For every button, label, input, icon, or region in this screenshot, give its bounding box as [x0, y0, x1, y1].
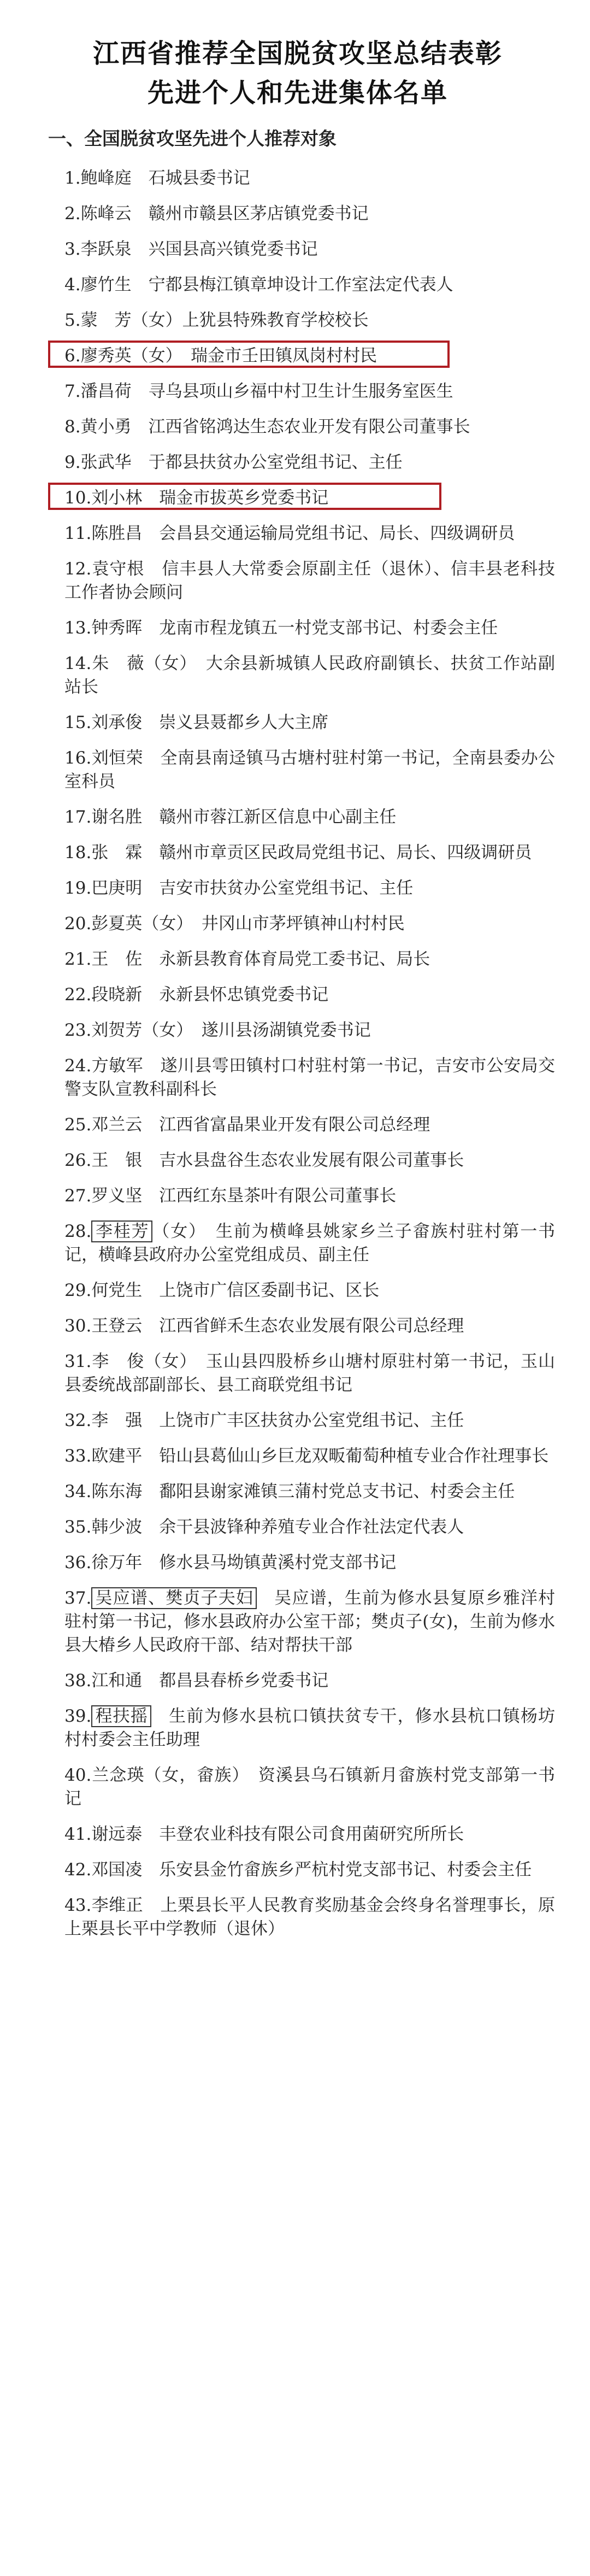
item-boxed-name: 李桂芳: [91, 1220, 152, 1242]
item-text: 潘昌荷 寻乌县项山乡福中村卫生计生服务室医生: [80, 382, 453, 401]
item-number: 41.: [64, 1824, 92, 1844]
list-item: [40, 1511, 555, 1546]
list-item: [40, 1475, 555, 1511]
item-text: 江和通 都昌县春桥乡党委书记: [91, 1671, 329, 1691]
document-title: [40, 34, 555, 113]
item-text: 李 俊（女） 玉山县四股桥乡山塘村原驻村第一书记，玉山县委统战部副部长、县工商联党组书记: [64, 1352, 555, 1395]
item-number: 22.: [64, 985, 92, 1005]
list-item: [40, 1049, 555, 1108]
item-number: 20.: [64, 914, 92, 934]
item-number: 42.: [64, 1860, 92, 1880]
list-item: [40, 162, 555, 197]
item-number: 29.: [64, 1281, 92, 1300]
item-text: 陈胜昌 会昌县交通运输局党组书记、局长、四级调研员: [91, 524, 515, 543]
list-item: [40, 1546, 555, 1582]
list-item: [40, 1889, 555, 1948]
item-number: 15.: [64, 713, 92, 732]
item-number: 10.: [64, 488, 92, 508]
item-number: 6.: [64, 346, 81, 366]
item-text: 生前为修水县杭口镇扶贫专干，修水县杭口镇杨坊村村委会主任助理: [64, 1706, 556, 1750]
item-text: 吴应谱，生前为修水县复原乡雅洋村驻村第一书记，修水县政府办公室干部；樊贞子(女)，生前为修水县大椿乡人民政府干部、结对帮扶干部: [64, 1588, 556, 1655]
list-item: [40, 1310, 555, 1345]
item-number: 36.: [64, 1553, 92, 1572]
item-text: 张 霖 赣州市章贡区民政局党组书记、局长、四级调研员: [91, 843, 532, 862]
item-text: 何党生 上饶市广信区委副书记、区长: [91, 1281, 380, 1300]
list-item: [40, 1274, 555, 1310]
item-text: 李维正 上栗县长平人民教育奖励基金会终身名誉理事长，原上栗县长平中学教师（退休）: [64, 1896, 555, 1939]
item-number: 19.: [64, 878, 92, 898]
item-number: 38.: [64, 1671, 92, 1691]
item-number: 28.: [64, 1222, 92, 1241]
item-number: 21.: [64, 949, 92, 969]
item-text: 王 佐 永新县教育体育局党工委书记、局长: [91, 949, 430, 969]
list-item: [40, 304, 555, 339]
list-item: [40, 872, 555, 907]
item-number: 1.: [64, 168, 81, 188]
section-heading: 一、全国脱贫攻坚先进个人推荐对象: [48, 128, 337, 149]
list-item: [40, 410, 555, 446]
list-item: [40, 978, 555, 1014]
item-text: 谢名胜 赣州市蓉江新区信息中心副主任: [91, 807, 397, 827]
list-item: [40, 197, 555, 233]
item-text: 黄小勇 江西省铭鸿达生态农业开发有限公司董事长: [80, 417, 470, 437]
item-text: 谢远泰 丰登农业科技有限公司食用菌研究所所长: [91, 1824, 464, 1844]
item-number: 11.: [64, 524, 92, 543]
item-number: 27.: [64, 1186, 92, 1206]
item-text: 徐万年 修水县马坳镇黄溪村党支部书记: [91, 1553, 397, 1572]
list-item: [40, 742, 555, 801]
item-text: 彭夏英（女） 井冈山市茅坪镇神山村村民: [91, 914, 405, 934]
list-item: [40, 943, 555, 978]
item-text: 罗义坚 江西红东垦茶叶有限公司董事长: [91, 1186, 397, 1206]
item-number: 30.: [64, 1316, 92, 1336]
item-text: 刘贺芳（女） 遂川县汤湖镇党委书记: [91, 1020, 371, 1040]
list-item: [40, 1180, 555, 1215]
item-number: 8.: [64, 417, 81, 437]
item-text: 兰念瑛（女，畲族） 资溪县乌石镇新月畲族村党支部第一书记: [64, 1765, 555, 1809]
item-text: 张武华 于都县扶贫办公室党组书记、主任: [80, 453, 403, 472]
item-number: 26.: [64, 1151, 92, 1170]
item-number: 16.: [64, 748, 92, 768]
list-item: [40, 1759, 555, 1818]
list-item: [40, 706, 555, 742]
item-number: 17.: [64, 807, 92, 827]
item-number: 33.: [64, 1446, 92, 1466]
list-item: [40, 446, 555, 482]
item-text: 廖秀英（女） 瑞金市壬田镇凤岗村村民: [80, 346, 377, 366]
item-number: 25.: [64, 1115, 92, 1135]
list-item: [40, 1440, 555, 1475]
item-text: 钟秀晖 龙南市程龙镇五一村党支部书记、村委会主任: [91, 618, 498, 638]
list-item: [40, 233, 555, 268]
list-item: [40, 836, 555, 872]
item-text: 刘小林 瑞金市拔英乡党委书记: [91, 488, 329, 508]
item-text: 欧建平 铅山县葛仙山乡巨龙双畈葡萄种植专业合作社理事长: [91, 1446, 549, 1466]
title-line-2: 先进个人和先进集体名单: [147, 78, 448, 108]
item-number: 3.: [64, 239, 81, 259]
item-text: 韩少波 余干县波锋种养殖专业合作社法定代表人: [91, 1517, 464, 1537]
item-number: 4.: [64, 275, 81, 295]
list-item: [40, 1404, 555, 1440]
item-text: （女） 生前为横峰县姚家乡兰子畲族村驻村第一书记，横峰县政府办公室党组成员、副主任: [64, 1222, 556, 1265]
item-text: 袁守根 信丰县人大常委会原副主任（退休）、信丰县老科技工作者协会顾问: [64, 559, 555, 602]
list-item: [40, 1345, 555, 1404]
list-item: [40, 553, 555, 612]
item-number: 40.: [64, 1765, 92, 1785]
list-item: [40, 1700, 555, 1759]
item-text: 陈峰云 赣州市赣县区茅店镇党委书记: [80, 204, 369, 224]
list-item: [40, 1818, 555, 1853]
item-text: 蒙 芳（女）上犹县特殊教育学校校长: [80, 310, 369, 330]
item-text: 朱 薇（女） 大余县新城镇人民政府副镇长、扶贫工作站副站长: [64, 654, 555, 697]
list-item: [40, 268, 555, 304]
list-item: [40, 1664, 555, 1700]
item-text: 鲍峰庭 石城县委书记: [80, 168, 250, 188]
item-text: 李 强 上饶市广丰区扶贫办公室党组书记、主任: [91, 1411, 464, 1430]
candidate-list: [40, 162, 555, 1948]
title-line-1: 江西省推荐全国脱贫攻坚总结表彰: [92, 38, 503, 69]
item-text: 李跃泉 兴国县高兴镇党委书记: [80, 239, 318, 259]
item-number: 39.: [64, 1706, 92, 1726]
list-item: [40, 375, 555, 410]
list-item: [40, 517, 555, 553]
list-item: [40, 647, 555, 706]
item-number: 2.: [64, 204, 81, 224]
item-number: 24.: [64, 1056, 92, 1076]
list-item: [40, 1853, 555, 1889]
item-text: 刘承俊 崇义县聂都乡人大主席: [91, 713, 329, 732]
list-item: [40, 1144, 555, 1180]
list-item: [40, 482, 555, 517]
item-number: 5.: [64, 310, 81, 330]
item-text: 邓国凌 乐安县金竹畲族乡严杭村党支部书记、村委会主任: [91, 1860, 532, 1880]
item-number: 34.: [64, 1482, 92, 1501]
item-text: 王登云 江西省鲜禾生态农业发展有限公司总经理: [91, 1316, 464, 1336]
item-text: 邓兰云 江西省富晶果业开发有限公司总经理: [91, 1115, 430, 1135]
list-item: [40, 1582, 555, 1664]
list-item: [40, 612, 555, 647]
list-item: [40, 907, 555, 943]
item-boxed-name: 程扶摇: [91, 1705, 151, 1727]
item-boxed-name: 吴应谱、樊贞子夫妇: [91, 1587, 257, 1609]
item-number: 37.: [64, 1588, 92, 1608]
list-item: [40, 339, 555, 375]
item-number: 23.: [64, 1020, 92, 1040]
item-number: 12.: [64, 559, 92, 579]
list-item: [40, 801, 555, 836]
item-text: 刘恒荣 全南县南迳镇马古塘村驻村第一书记，全南县委办公室科员: [64, 748, 555, 791]
item-text: 段晓新 永新县怀忠镇党委书记: [91, 985, 329, 1005]
item-text: 方敏军 遂川县雩田镇村口村驻村第一书记，吉安市公安局交警支队宣教科副科长: [64, 1056, 555, 1099]
item-number: 32.: [64, 1411, 92, 1430]
list-item: [40, 1215, 555, 1274]
item-text: 陈东海 鄱阳县谢家滩镇三蒲村党总支书记、村委会主任: [91, 1482, 515, 1501]
item-text: 王 银 吉水县盘谷生态农业发展有限公司董事长: [91, 1151, 464, 1170]
item-text: 巴庚明 吉安市扶贫办公室党组书记、主任: [91, 878, 414, 898]
item-number: 7.: [64, 382, 81, 401]
item-number: 35.: [64, 1517, 92, 1537]
item-number: 31.: [64, 1352, 92, 1371]
item-number: 9.: [64, 453, 81, 472]
item-number: 43.: [64, 1896, 92, 1915]
item-number: 13.: [64, 618, 92, 638]
item-number: 14.: [64, 654, 92, 673]
list-item: [40, 1108, 555, 1144]
list-item: [40, 1014, 555, 1049]
item-number: 18.: [64, 843, 92, 862]
item-text: 廖竹生 宁都县梅江镇章坤设计工作室法定代表人: [80, 275, 453, 295]
